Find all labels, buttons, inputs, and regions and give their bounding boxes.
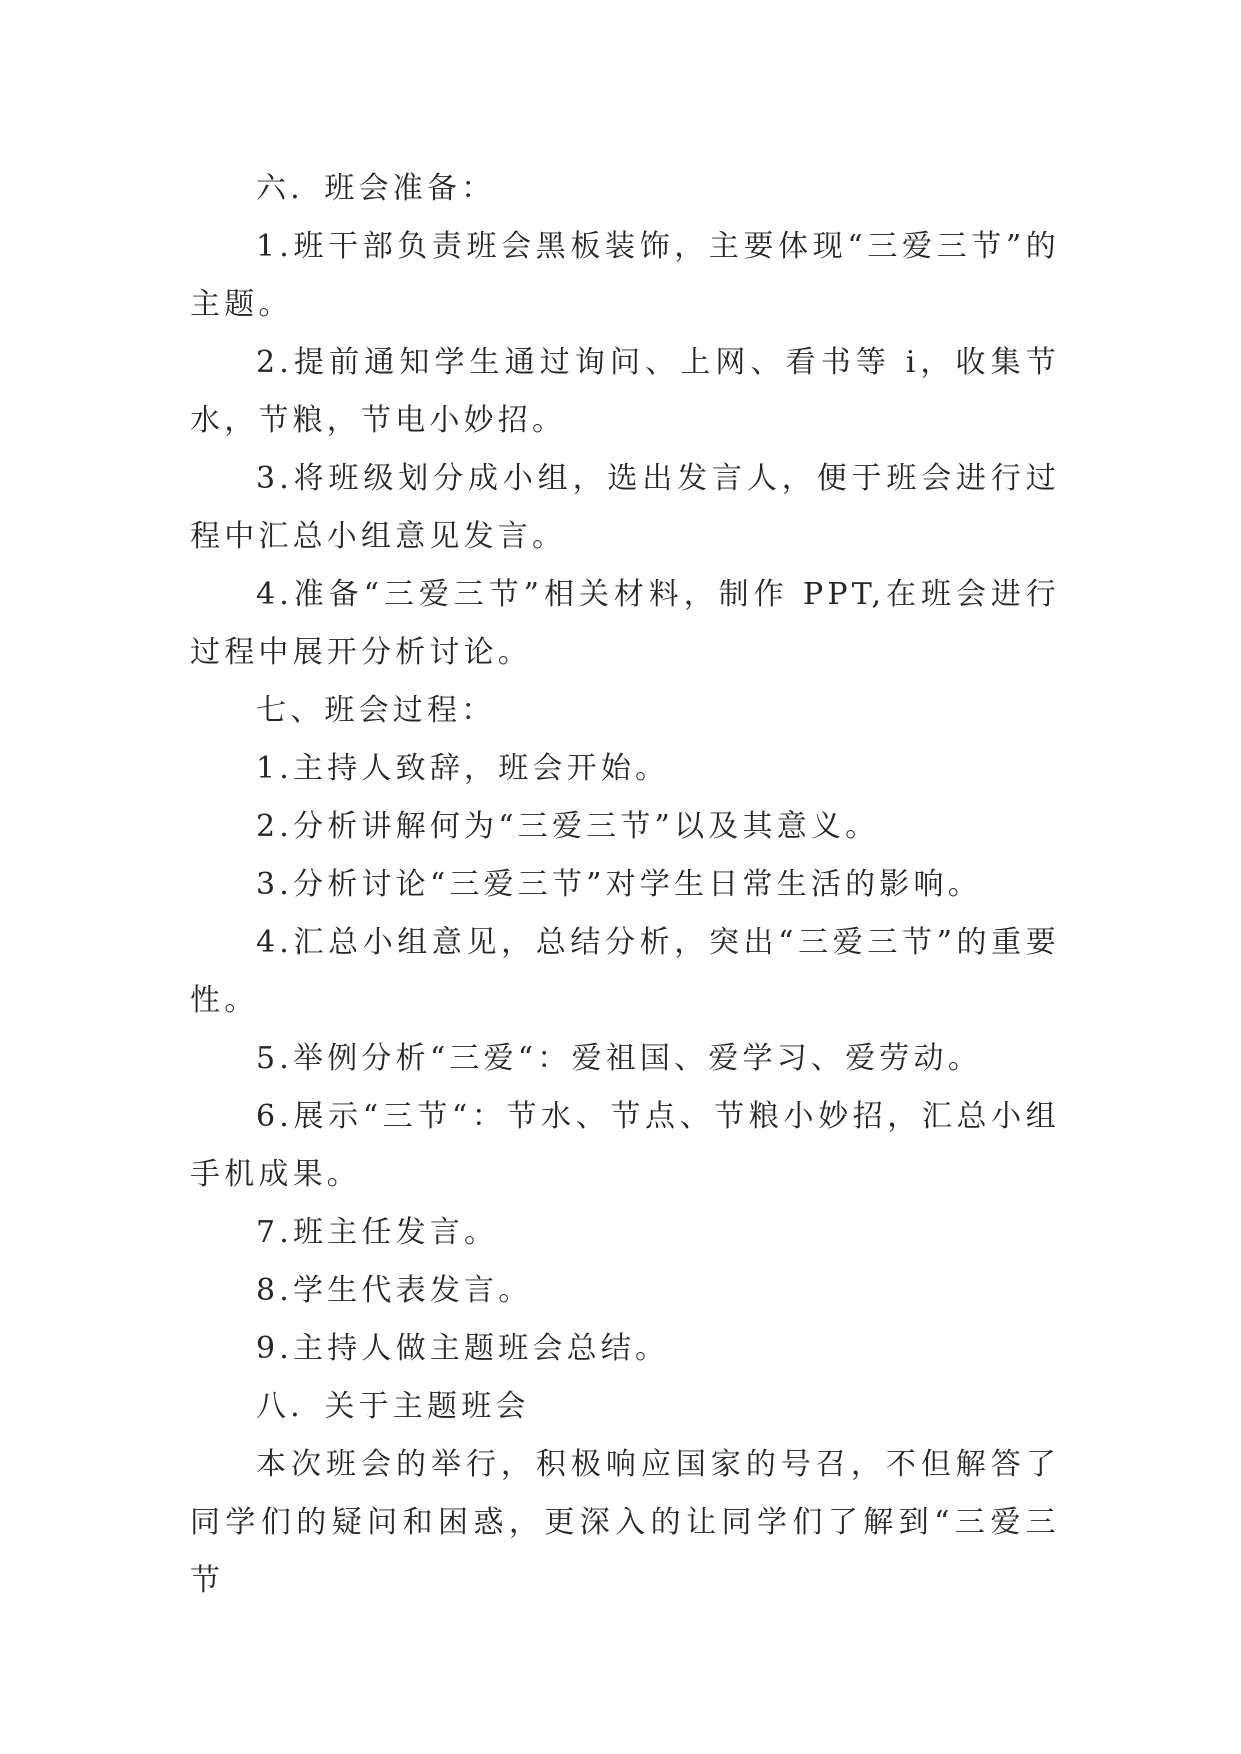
process-item-7: 7.班主任发言。 bbox=[256, 1215, 499, 1250]
section-heading-preparation: 六．班会准备： bbox=[256, 171, 496, 206]
section-heading-process: 七、班会过程： bbox=[256, 693, 496, 728]
process-item-8: 8.学生代表发言。 bbox=[256, 1273, 533, 1308]
preparation-item-3: 3.将班级划分成小组，选出发言人，便于班会进行过程中汇总小组意见发言。 bbox=[190, 461, 1060, 554]
process-item-2: 2.分析讲解何为“三爱三节”以及其意义。 bbox=[256, 809, 880, 844]
about-paragraph: 本次班会的举行，积极响应国家的号召，不但解答了同学们的疑问和困惑，更深入的让同学们了解到“三爱三节 bbox=[190, 1447, 1060, 1598]
preparation-item-4: 4.准备“三爱三节”相关材料，制作 PPT,在班会进行过程中展开分析讨论。 bbox=[190, 577, 1060, 670]
preparation-item-2: 2.提前通知学生通过询问、上网、看书等 i，收集节水，节粮，节电小妙招。 bbox=[190, 345, 1060, 438]
process-item-9: 9.主持人做主题班会总结。 bbox=[256, 1331, 670, 1366]
section-heading-about: 八．关于主题班会 bbox=[256, 1389, 530, 1424]
process-item-1: 1.主持人致辞，班会开始。 bbox=[256, 751, 670, 786]
process-item-3: 3.分析讨论“三爱三节”对学生日常生活的影响。 bbox=[256, 867, 982, 902]
document-body bbox=[190, 160, 1060, 1610]
preparation-item-1: 1.班干部负责班会黑板装饰，主要体现“三爱三节”的主题。 bbox=[190, 229, 1060, 322]
process-item-4: 4.汇总小组意见，总结分析，突出“三爱三节”的重要性。 bbox=[190, 925, 1060, 1018]
process-item-6: 6.展示“三节“：节水、节点、节粮小妙招，汇总小组手机成果。 bbox=[190, 1099, 1060, 1192]
process-item-5: 5.举例分析“三爱“：爱祖国、爱学习、爱劳动。 bbox=[256, 1041, 982, 1076]
